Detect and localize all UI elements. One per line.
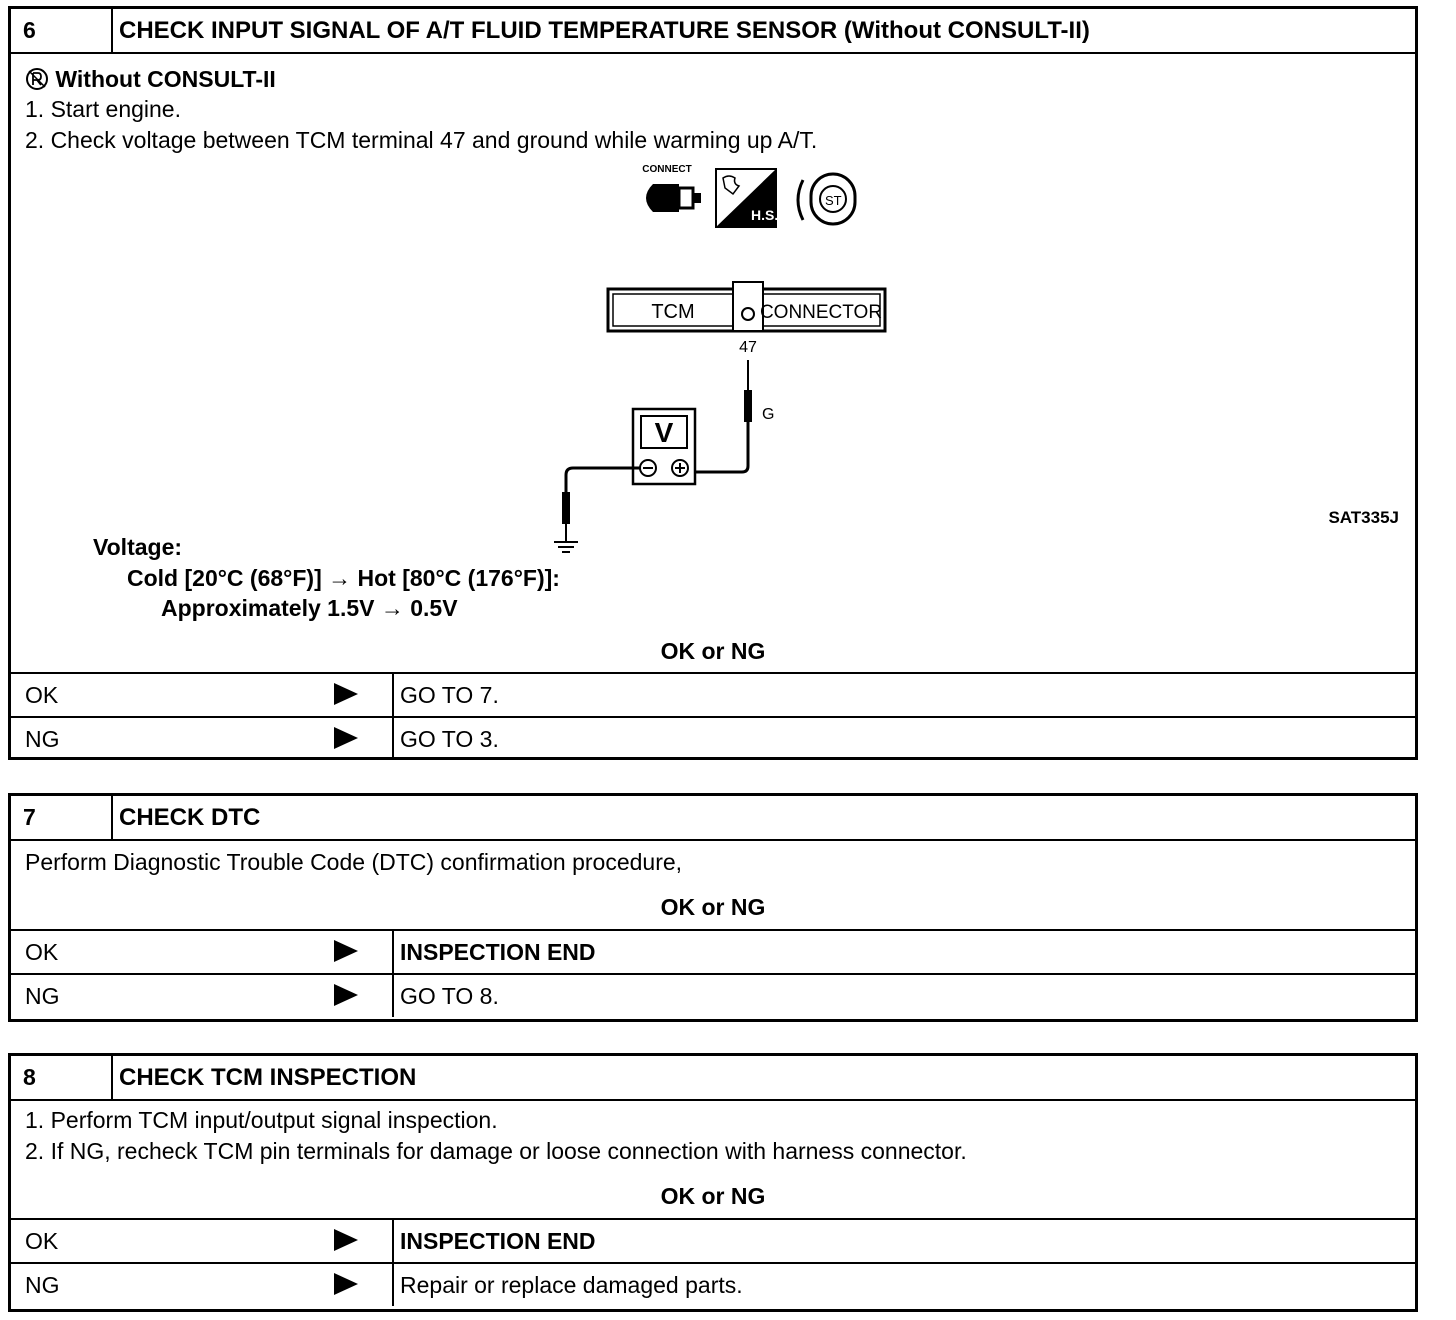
step-number: 7	[11, 796, 113, 839]
result-key: NG	[25, 1271, 60, 1298]
result-key: OK	[25, 681, 59, 708]
ok-or-ng-label: OK or NG	[660, 1183, 766, 1209]
meter-label: V	[654, 417, 674, 448]
step-text: Perform Diagnostic Trouble Code (DTC) confirmation procedure,	[25, 849, 683, 875]
voltage-value: Approximately 1.5V → 0.5V	[161, 595, 458, 621]
result-row-ok	[11, 672, 1415, 716]
result-key: OK	[25, 938, 59, 965]
terminal-number: 47	[739, 339, 757, 356]
arrow-right-icon	[334, 727, 358, 749]
figure-id: SAT335J	[1328, 508, 1399, 527]
step-line-1: 1. Start engine.	[25, 96, 181, 122]
step-6-body	[11, 54, 1415, 760]
result-action: Repair or replace damaged parts.	[400, 1271, 743, 1298]
arrow-right-icon	[334, 1229, 358, 1251]
voltage-title: Voltage:	[93, 534, 183, 560]
result-row-ok	[11, 1218, 1415, 1262]
result-key: OK	[25, 1227, 59, 1254]
step-number: 6	[11, 9, 113, 52]
ignition-label: ST	[825, 193, 842, 208]
voltage-condition: Cold [20°C (68°F)] → Hot [80°C (176°F)]:	[127, 565, 560, 591]
mode-label: Without CONSULT-II	[55, 66, 276, 92]
step-8-box	[8, 1053, 1418, 1312]
result-row-ng	[11, 1262, 1415, 1306]
step-8-body	[11, 1101, 1415, 1312]
voltmeter-icon	[633, 409, 695, 484]
step-line-2: 2. Check voltage between TCM terminal 47 and ground while warming up A/T.	[25, 127, 818, 153]
ignition-start-icon	[798, 174, 855, 224]
arrow-right-icon	[334, 940, 358, 962]
connector-label: CONNECTOR	[759, 302, 883, 323]
result-action: INSPECTION END	[400, 938, 596, 965]
tcm-connector	[608, 282, 885, 356]
step-7-body	[11, 841, 1415, 1022]
positive-probe	[683, 360, 774, 472]
step-8-header	[11, 1056, 1415, 1101]
result-key: NG	[25, 725, 60, 752]
result-row-ok	[11, 929, 1415, 973]
step-7-box	[8, 793, 1418, 1022]
result-action: GO TO 8.	[400, 982, 499, 1009]
step-7-header	[11, 796, 1415, 841]
hot-start-icon	[716, 169, 778, 227]
step-number: 8	[11, 1056, 113, 1099]
result-row-ng	[11, 973, 1415, 1017]
step-line-2: 2. If NG, recheck TCM pin terminals for damage or loose connection with harness connector.	[25, 1138, 967, 1164]
wire-color-label: G	[762, 406, 775, 423]
result-action: INSPECTION END	[400, 1227, 596, 1254]
connect-label: CONNECT	[642, 164, 692, 175]
tcm-label: TCM	[651, 301, 695, 323]
mode-heading	[25, 66, 276, 93]
no-consult-icon	[25, 67, 49, 91]
arrow-right-icon	[334, 1273, 358, 1295]
result-action: GO TO 7.	[400, 681, 499, 708]
result-key: NG	[25, 982, 60, 1009]
ok-or-ng-label: OK or NG	[660, 638, 766, 664]
step-title: CHECK TCM INSPECTION	[119, 1063, 417, 1091]
step-line-1: 1. Perform TCM input/output signal inspection.	[25, 1107, 498, 1133]
result-row-ng	[11, 716, 1415, 760]
ground-probe	[562, 468, 640, 524]
step-title: CHECK INPUT SIGNAL OF A/T FLUID TEMPERATURE SENSOR (Without CONSULT-II)	[119, 16, 1090, 44]
arrow-right-icon	[334, 984, 358, 1006]
tcm-voltage-diagram	[11, 154, 1421, 524]
arrow-right-icon	[334, 683, 358, 705]
hs-label: H.S.	[751, 207, 779, 223]
result-action: GO TO 3.	[400, 725, 499, 752]
ok-or-ng-label: OK or NG	[660, 894, 766, 920]
connect-icon	[642, 164, 701, 212]
step-title: CHECK DTC	[119, 803, 261, 831]
step-6-header	[11, 9, 1415, 54]
step-6-box	[8, 6, 1418, 760]
